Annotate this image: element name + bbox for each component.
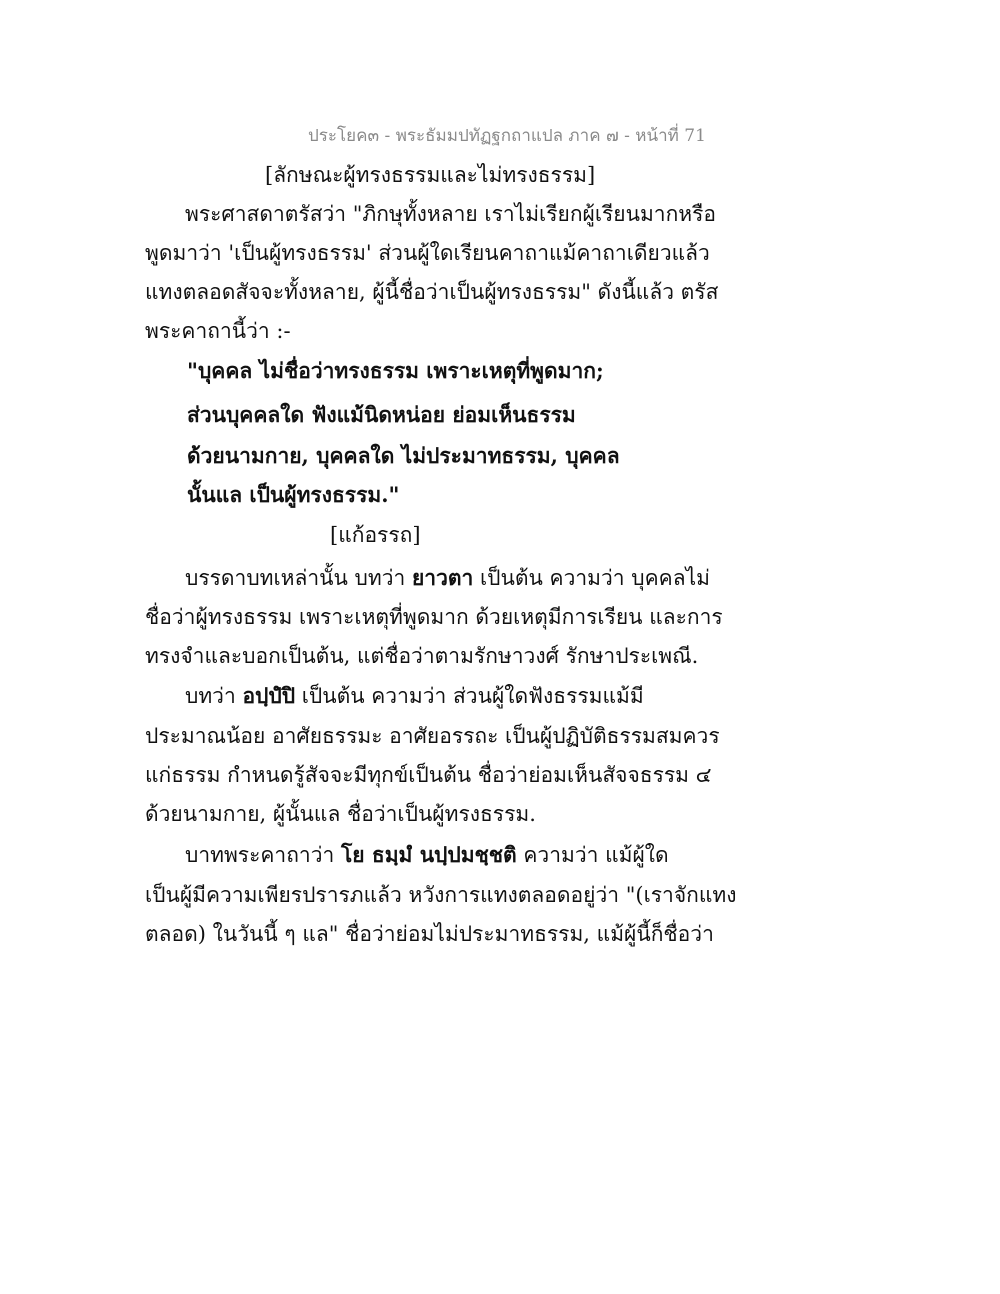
para2-line-4: ด้วยนามกาย, ผู้นั้นแล ชื่อว่าเป็นผู้ทรงธรรม. bbox=[145, 802, 536, 826]
verse-line-2: ส่วนบุคคลใด ฟังแม้นิดหน่อย ย่อมเห็นธรรม bbox=[187, 402, 576, 427]
para3-term: โย ธมฺมํ นปฺปมชฺชติ bbox=[340, 842, 517, 867]
para1-term: ยาวตา bbox=[412, 565, 474, 590]
intro-line-1: พระศาสดาตรัสว่า "ภิกษุทั้งหลาย เราไม่เรียกผู้เรียนมากหรือ bbox=[185, 202, 717, 226]
verse-line-3: ด้วยนามกาย, บุคคลใด ไม่ประมาทธรรม, บุคคล bbox=[187, 443, 620, 468]
para3-pre: บาทพระคาถาว่า bbox=[185, 843, 341, 867]
para1-pre: บรรดาบทเหล่านั้น บทว่า bbox=[185, 566, 412, 590]
para3-post: ความว่า แม้ผู้ใด bbox=[516, 843, 669, 867]
para1-line-1 bbox=[185, 563, 710, 593]
intro-line-3: แทงตลอดสัจจะทั้งหลาย, ผู้นี้ชื่อว่าเป็นผู้ทรงธรรม" ดังนี้แล้ว ตรัส bbox=[145, 280, 719, 304]
intro-line-4: พระคาถานี้ว่า :- bbox=[145, 319, 291, 343]
para2-line-3: แก่ธรรม กำหนดรู้สัจจะมีทุกข์เป็นต้น ชื่อว่าย่อมเห็นสัจจธรรม ๔ bbox=[145, 763, 712, 787]
section-title: [ลักษณะผู้ทรงธรรมและไม่ทรงธรรม] bbox=[265, 163, 596, 187]
verse-line-4: นั้นแล เป็นผู้ทรงธรรม." bbox=[187, 482, 400, 507]
page-header: ประโยค๓ - พระธัมมปทัฏฐกถาแปล ภาค ๗ - หน้าที่ 71 bbox=[308, 126, 706, 146]
para3-line-3: ตลอด) ในวันนี้ ๆ แล" ชื่อว่าย่อมไม่ประมาทธรรม, แม้ผู้นี้ก็ชื่อว่า bbox=[145, 922, 714, 946]
para2-post: เป็นต้น ความว่า ส่วนผู้ใดฟังธรรมแม้มี bbox=[295, 684, 644, 708]
para2-pre: บทว่า bbox=[185, 684, 243, 708]
para2-line-1 bbox=[185, 681, 644, 711]
para3-line-2: เป็นผู้มีความเพียรปรารภแล้ว หวังการแทงตลอดอยู่ว่า "(เราจักแทง bbox=[145, 883, 737, 907]
para1-post: เป็นต้น ความว่า บุคคลไม่ bbox=[473, 566, 710, 590]
para3-line-1 bbox=[185, 840, 669, 870]
para2-term: อปฺปํปิ bbox=[242, 683, 296, 708]
para1-line-3: ทรงจำและบอกเป็นต้น, แต่ชื่อว่าตามรักษาวงศ์ รักษาประเพณี. bbox=[145, 644, 699, 668]
para2-line-2: ประมาณน้อย อาศัยธรรมะ อาศัยอรรถะ เป็นผู้ปฏิบัติธรรมสมควร bbox=[145, 724, 720, 748]
intro-line-2: พูดมาว่า 'เป็นผู้ทรงธรรม' ส่วนผู้ใดเรียนคาถาแม้คาถาเดียวแล้ว bbox=[145, 241, 710, 265]
para1-line-2: ชื่อว่าผู้ทรงธรรม เพราะเหตุที่พูดมาก ด้วยเหตุมีการเรียน และการ bbox=[145, 605, 723, 629]
commentary-title: [แก้อรรถ] bbox=[330, 523, 421, 547]
verse-line-1: "บุคคล ไม่ชื่อว่าทรงธรรม เพราะเหตุที่พูดมาก; bbox=[187, 358, 604, 383]
